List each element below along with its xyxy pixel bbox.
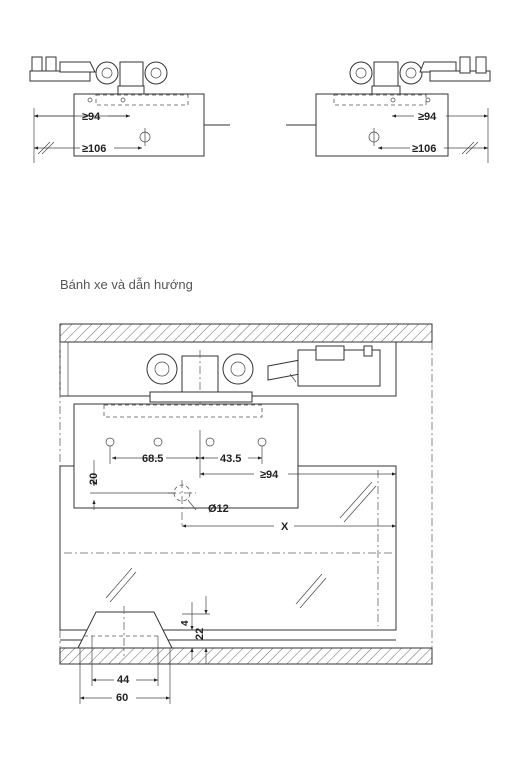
main-view: [60, 324, 432, 704]
dim-68-5: 68.5: [142, 453, 164, 465]
top-right-dim-a: ≥94: [418, 111, 437, 123]
dim-hole-diameter: Ø12: [208, 503, 229, 515]
dim-4: 4: [180, 620, 191, 626]
dim-60: 60: [116, 692, 129, 704]
dim-94: ≥94: [260, 469, 279, 481]
top-right-dim-b: ≥106: [412, 143, 437, 155]
section-caption: Bánh xe và dẫn hướng: [60, 277, 193, 292]
dim-22: 22: [194, 627, 206, 640]
dim-20: 20: [88, 472, 100, 485]
top-left-dim-a: ≥94: [82, 111, 101, 123]
top-left-view: [30, 57, 230, 163]
dim-44: 44: [117, 674, 130, 686]
dim-x: X: [281, 521, 289, 533]
top-right-view: [286, 57, 490, 163]
top-left-dim-b: ≥106: [82, 143, 107, 155]
dim-43-5: 43.5: [220, 453, 242, 465]
